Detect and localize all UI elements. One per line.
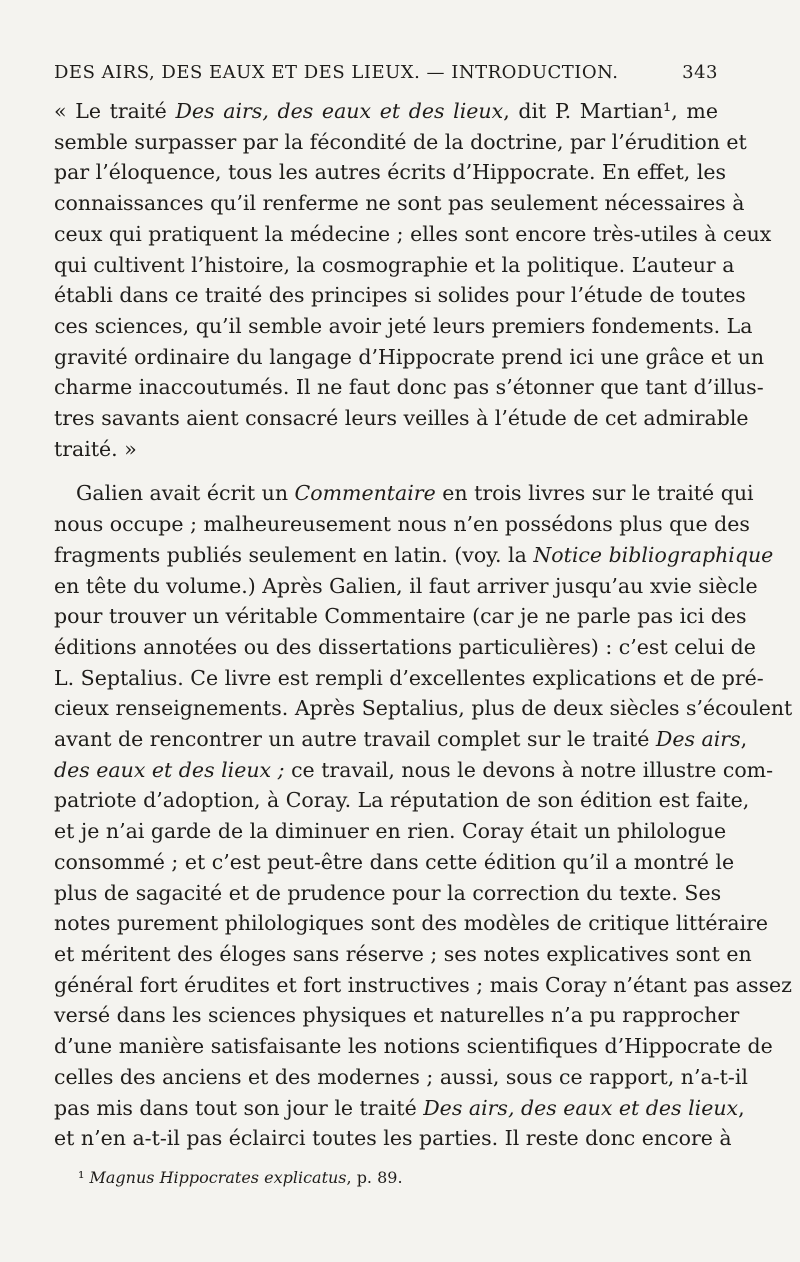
text-line: consommé ; et c’est peut-être dans cette édition qu’il a montré le bbox=[54, 849, 735, 874]
text-line: d’une manière satisfaisante les notions scientifiques d’Hippocrate de bbox=[54, 1034, 773, 1059]
text-line: pas mis dans tout son jour le traité Des airs, des eaux et des lieux, bbox=[54, 1095, 745, 1120]
text-line: en tête du volume.) Après Galien, il faut arriver jusqu’au xvie siècle bbox=[54, 573, 758, 598]
text-line: patriote d’adoption, à Coray. La réputation de son édition est faite, bbox=[54, 788, 750, 813]
text-line: semble surpasser par la fécondité de la doctrine, par l’érudition et bbox=[54, 129, 747, 154]
text-line: nous occupe ; malheureusement nous n’en possédons plus que des bbox=[54, 512, 750, 537]
body-paragraph bbox=[54, 478, 793, 1153]
text-line: connaissances qu’il renferme ne sont pas seulement nécessaires à bbox=[54, 191, 745, 216]
text-line: « Le traité Des airs, des eaux et des lieux, dit P. Martian¹, me bbox=[54, 99, 718, 123]
text-line: ces sciences, qu’il semble avoir jeté leurs premiers fondements. La bbox=[54, 313, 753, 338]
text-line: traité. » bbox=[54, 436, 137, 461]
text-line: et méritent des éloges sans réserve ; ses notes explicatives sont en bbox=[54, 941, 752, 966]
text-line: tres savants aient consacré leurs veilles à l’étude de cet admirable bbox=[54, 406, 749, 431]
text-line: notes purement philologiques sont des modèles de critique littéraire bbox=[54, 911, 769, 936]
text-line: plus de sagacité et de prudence pour la correction du texte. Ses bbox=[54, 880, 722, 905]
running-header bbox=[54, 62, 718, 92]
page-number: 343 bbox=[682, 62, 718, 83]
text-line: des eaux et des lieux ; ce travail, nous le devons à notre illustre com- bbox=[54, 757, 774, 782]
text-line: fragments publiés seulement en latin. (voy. la Notice bibliographique bbox=[54, 542, 774, 567]
text-line: pour trouver un véritable Commentaire (car je ne parle pas ici des bbox=[54, 604, 747, 629]
text-line: L. Septalius. Ce livre est rempli d’excellentes explications et de pré- bbox=[54, 665, 764, 690]
text-line: cieux renseignements. Après Septalius, plus de deux siècles s’écoulent bbox=[54, 696, 793, 721]
text-line: qui cultivent l’histoire, la cosmographie et la politique. L’auteur a bbox=[54, 252, 735, 277]
footnote: ¹ Magnus Hippocrates explicatus, p. 89. bbox=[78, 1168, 403, 1187]
text-line: général fort érudites et fort instructives ; mais Coray n’étant pas assez bbox=[54, 972, 792, 997]
text-line: éditions annotées ou des dissertations particulières) : c’est celui de bbox=[54, 634, 756, 659]
text-line: établi dans ce traité des principes si solides pour l’étude de toutes bbox=[54, 283, 746, 308]
text-line: et n’en a-t-il pas éclairci toutes les parties. Il reste donc encore à bbox=[54, 1126, 732, 1151]
quotation-paragraph bbox=[54, 96, 772, 464]
text-line: Galien avait écrit un Commentaire en trois livres sur le traité qui bbox=[76, 481, 754, 506]
text-line: avant de rencontrer un autre travail complet sur le traité Des airs, bbox=[54, 727, 748, 752]
text-line: versé dans les sciences physiques et naturelles n’a pu rapprocher bbox=[54, 1003, 740, 1028]
text-line: charme inaccoutumés. Il ne faut donc pas s’étonner que tant d’illus- bbox=[54, 375, 764, 400]
text-line: celles des anciens et des modernes ; aussi, sous ce rapport, n’a-t-il bbox=[54, 1064, 748, 1089]
text-line: ceux qui pratiquent la médecine ; elles sont encore très-utiles à ceux bbox=[54, 221, 772, 246]
running-title: DES AIRS, DES EAUX ET DES LIEUX. — INTRODUCTION. bbox=[54, 62, 619, 83]
text-line: gravité ordinaire du langage d’Hippocrate prend ici une grâce et un bbox=[54, 344, 765, 369]
text-line: et je n’ai garde de la diminuer en rien. Coray était un philologue bbox=[54, 819, 727, 844]
text-line: par l’éloquence, tous les autres écrits d’Hippocrate. En effet, les bbox=[54, 160, 727, 185]
